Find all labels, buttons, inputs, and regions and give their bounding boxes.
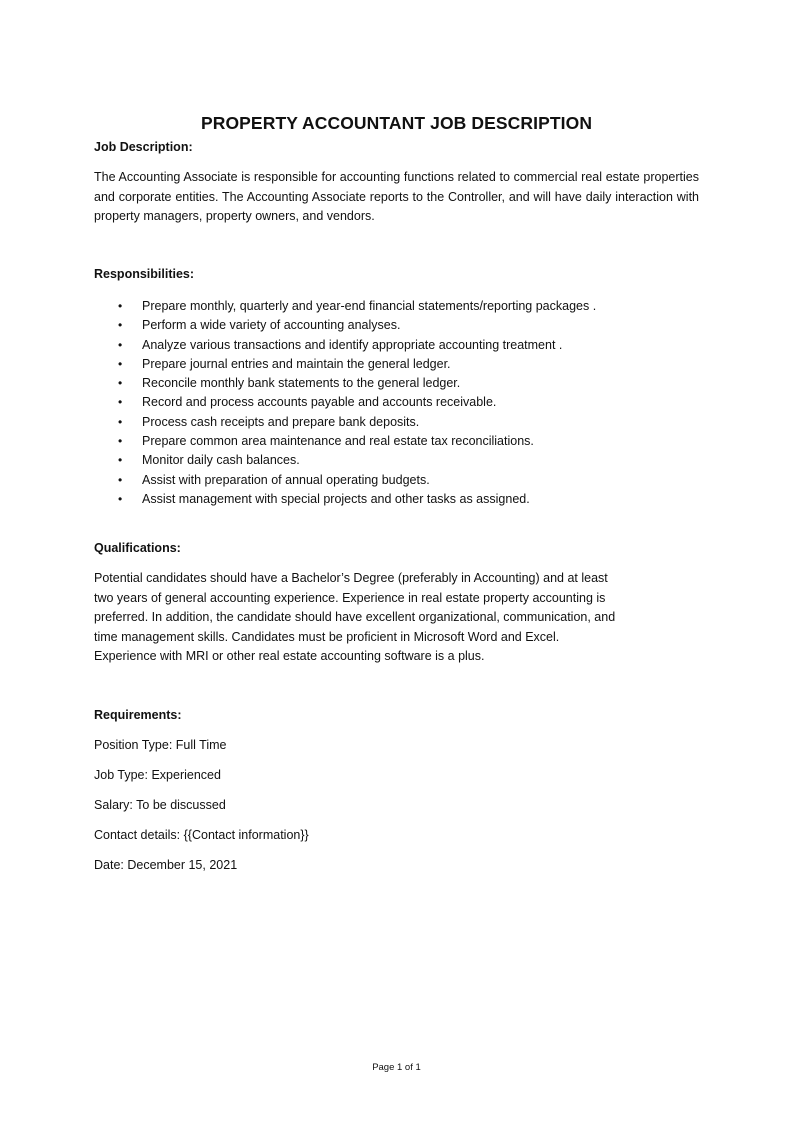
- bullet-icon: •: [118, 491, 123, 506]
- list-item: [94, 490, 596, 509]
- qualifications-line: Experience with MRI or other real estate accounting software is a plus.: [94, 649, 485, 663]
- page-number: Page 1 of 1: [372, 1062, 421, 1073]
- list-item: [94, 471, 596, 490]
- bullet-icon: •: [118, 318, 123, 333]
- job-description-heading: Job Description:: [94, 140, 193, 154]
- job-description-text: The Accounting Associate is responsible for accounting functions related to commercial real estate properties and corporate entities. The Accounting Associate reports to the Controller, and will have daily interaction with property managers, property owners, and vendors.: [94, 170, 699, 223]
- list-item: [94, 432, 596, 451]
- qualifications-line: two years of general accounting experience. Experience in real estate property accounting is: [94, 590, 606, 605]
- qualifications-line: Potential candidates should have a Bachelor’s Degree (preferably in Accounting) and at least: [94, 571, 608, 585]
- list-item-text: Monitor daily cash balances.: [142, 453, 300, 468]
- list-item: [94, 297, 596, 316]
- list-item: [94, 336, 596, 355]
- qualifications-text: [94, 569, 699, 667]
- qualifications-line: time management skills. Candidates must be proficient in Microsoft Word and Excel.: [94, 629, 560, 644]
- list-item: [94, 374, 596, 393]
- list-item: [94, 413, 596, 432]
- qualifications-line: preferred. In addition, the candidate should have excellent organizational, communication, and: [94, 610, 616, 624]
- qualifications-heading: Qualifications:: [94, 541, 181, 555]
- list-item: [94, 451, 596, 470]
- list-item-text: Prepare common area maintenance and real estate tax reconciliations.: [142, 434, 534, 449]
- list-item-text: Perform a wide variety of accounting analyses.: [142, 318, 401, 333]
- job-type: Job Type: Experienced: [94, 768, 221, 782]
- bullet-icon: •: [118, 356, 123, 371]
- responsibilities-list: [94, 297, 596, 509]
- contact-details: Contact details: {{Contact information}}: [94, 828, 309, 842]
- list-item: [94, 316, 596, 335]
- list-item-text: Prepare monthly, quarterly and year-end financial statements/reporting packages .: [142, 299, 597, 313]
- requirements-heading: Requirements:: [94, 708, 182, 722]
- list-item-text: Assist with preparation of annual operating budgets.: [142, 472, 430, 487]
- bullet-icon: •: [118, 299, 123, 313]
- bullet-icon: •: [118, 395, 123, 410]
- list-item: [94, 393, 596, 412]
- responsibilities-heading: Responsibilities:: [94, 267, 195, 281]
- date: Date: December 15, 2021: [94, 858, 238, 872]
- salary: Salary: To be discussed: [94, 798, 226, 812]
- list-item-text: Record and process accounts payable and accounts receivable.: [142, 395, 497, 410]
- list-item: [94, 355, 596, 374]
- bullet-icon: •: [118, 453, 123, 468]
- bullet-icon: •: [118, 376, 123, 391]
- bullet-icon: •: [118, 414, 123, 429]
- list-item-text: Process cash receipts and prepare bank deposits.: [142, 414, 420, 429]
- position-type: Position Type: Full Time: [94, 738, 227, 752]
- document-title: PROPERTY ACCOUNTANT JOB DESCRIPTION: [200, 113, 593, 133]
- bullet-icon: •: [118, 434, 123, 449]
- bullet-icon: •: [118, 337, 123, 352]
- list-item-text: Reconcile monthly bank statements to the general ledger.: [142, 376, 461, 391]
- list-item-text: Analyze various transactions and identify appropriate accounting treatment .: [142, 337, 563, 352]
- list-item-text: Assist management with special projects and other tasks as assigned.: [142, 491, 530, 506]
- list-item-text: Prepare journal entries and maintain the general ledger.: [142, 356, 451, 371]
- bullet-icon: •: [118, 472, 123, 487]
